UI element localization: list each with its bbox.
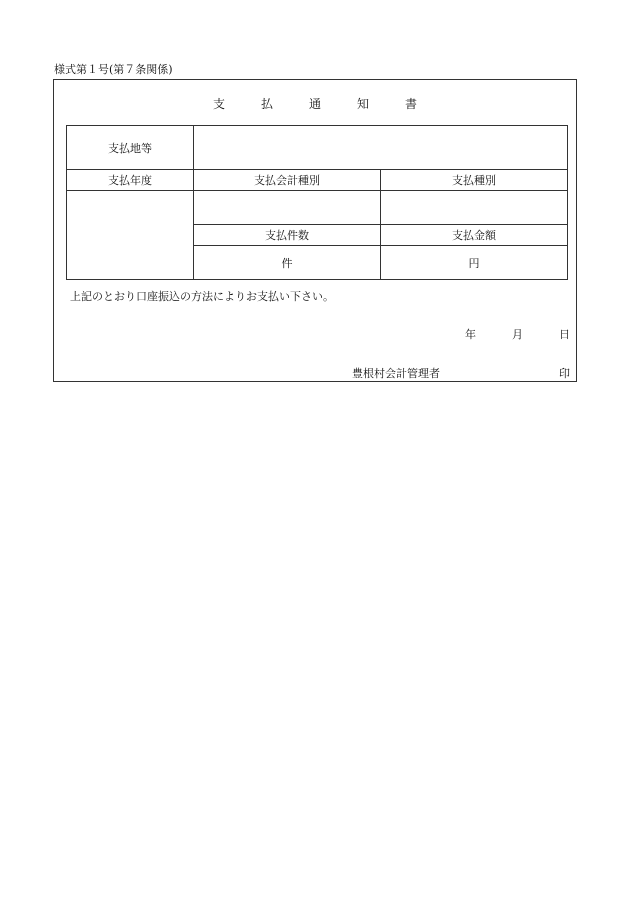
count-field[interactable]: 件 xyxy=(194,246,381,280)
payment-type-field[interactable] xyxy=(381,191,568,225)
signer-title: 豊根村会計管理者 xyxy=(352,367,440,380)
account-type-field[interactable] xyxy=(194,191,381,225)
amount-field[interactable]: 円 xyxy=(381,246,568,280)
date-day: 日 xyxy=(559,328,570,341)
fiscal-year-label: 支払年度 xyxy=(67,170,194,191)
payment-place-label: 支払地等 xyxy=(67,126,194,170)
amount-label: 支払金額 xyxy=(381,225,568,246)
table-row xyxy=(67,191,568,225)
document-title: 支払通知書 xyxy=(212,97,453,111)
date-year: 年 xyxy=(465,328,476,341)
date-month: 月 xyxy=(512,328,523,341)
fiscal-year-field[interactable] xyxy=(67,191,194,280)
payment-table xyxy=(66,125,568,280)
payment-place-field[interactable] xyxy=(194,126,568,170)
payment-notice-frame xyxy=(53,79,577,382)
count-label: 支払件数 xyxy=(194,225,381,246)
instruction-note: 上記のとおり口座振込の方法によりお支払い下さい。 xyxy=(70,290,334,303)
date-line xyxy=(465,326,570,342)
table-row xyxy=(67,170,568,191)
form-number-label: 様式第１号(第７条関係) xyxy=(54,63,173,76)
seal-mark: 印 xyxy=(559,367,570,380)
account-type-label: 支払会計種別 xyxy=(194,170,381,191)
payment-type-label: 支払種別 xyxy=(381,170,568,191)
table-row xyxy=(67,126,568,170)
